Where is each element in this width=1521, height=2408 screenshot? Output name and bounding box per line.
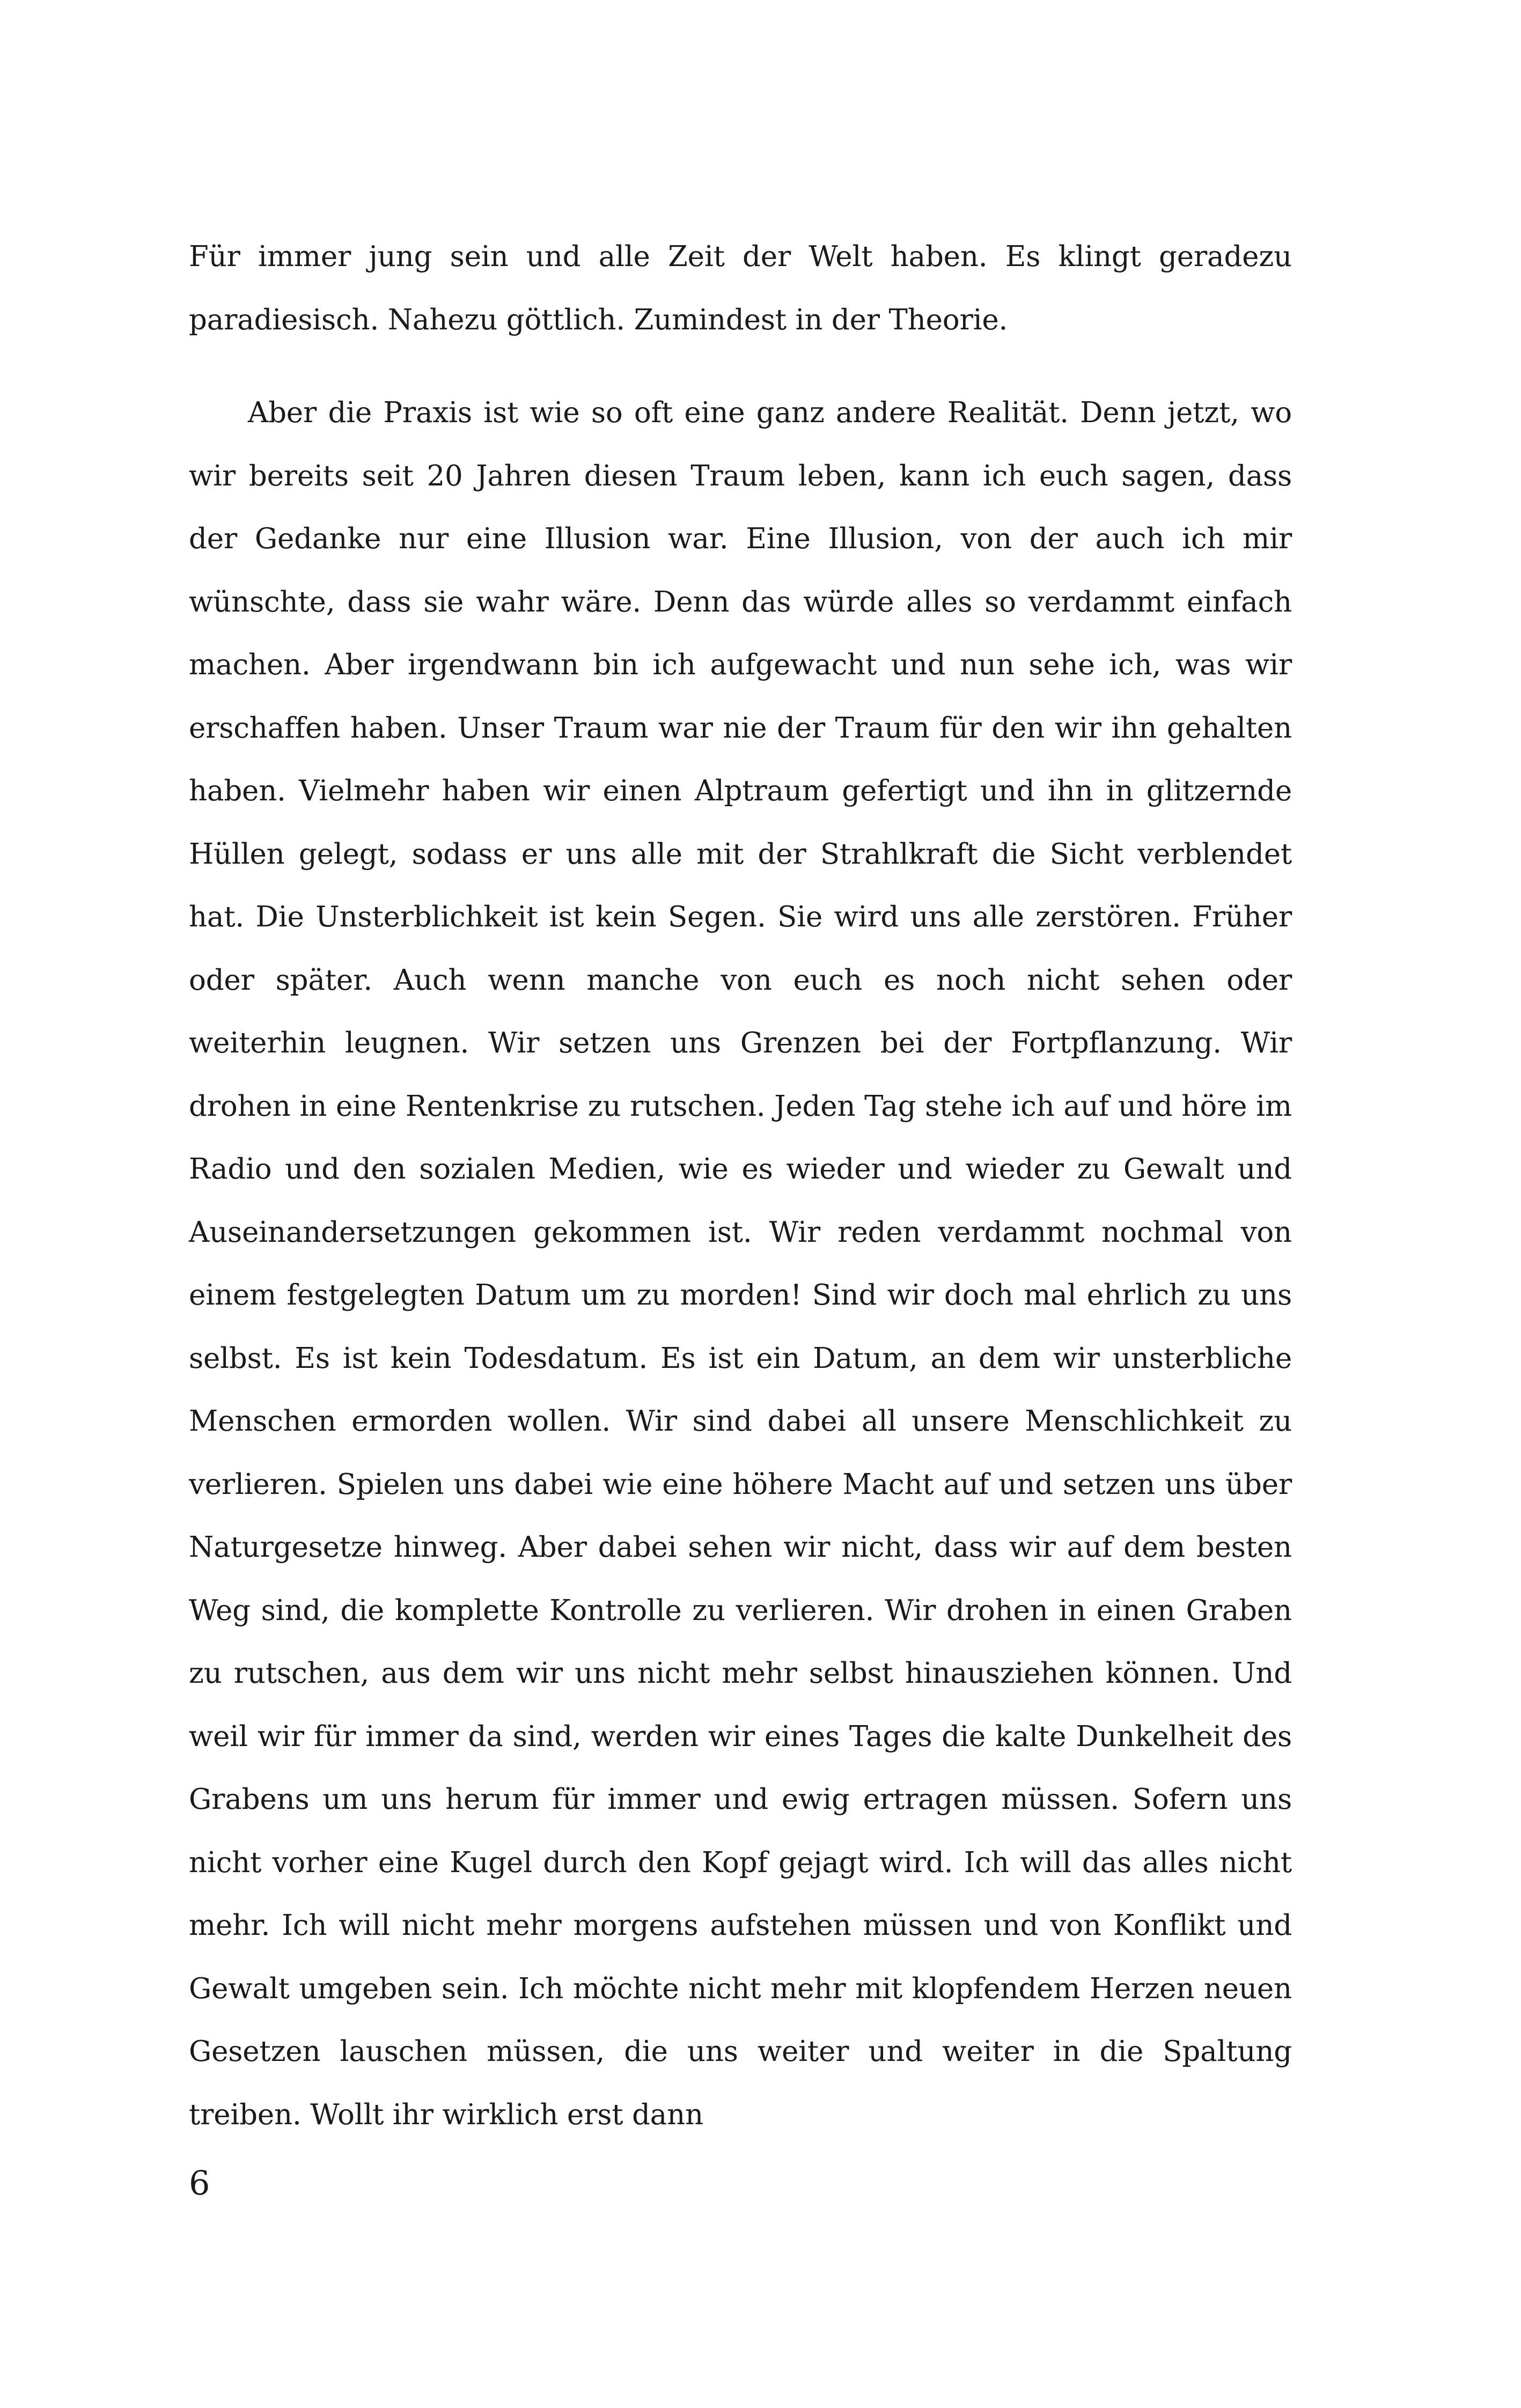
body-text: [189, 225, 1292, 2146]
paragraph-2: Aber die Praxis ist wie so oft eine ganz andere Realität. Denn jetzt, wo wir bereits seit 20 Jahren diesen Traum leben, kann ich euch sagen, dass der Gedanke nur eine Illusion war. Eine Illusion, von der auch ich mir wünschte, dass sie wahr wäre. Denn das würde alles so verdammt einfach machen. Aber irgendwann bin ich aufgewacht und nun sehe ich, was wir erschaffen haben. Unser Traum war nie der Traum für den wir ihn gehalten haben. Vielmehr haben wir einen Alptraum gefertigt und ihn in glitzernde Hüllen gelegt, sodass er uns alle mit der Strahlkraft die Sicht verblendet hat. Die Unsterblichkeit ist kein Segen. Sie wird uns alle zerstören. Früher oder später. Auch wenn manche von euch es noch nicht sehen oder weiterhin leugnen. Wir setzen uns Grenzen bei der Fortpflanzung. Wir drohen in eine Rentenkrise zu rutschen. Jeden Tag stehe ich auf und höre im Radio und den sozialen Medien, wie es wieder und wieder zu Gewalt und Auseinandersetzungen gekommen ist. Wir reden verdammt nochmal von einem festgelegten Datum um zu morden! Sind wir doch mal ehrlich zu uns selbst. Es ist kein Todesdatum. Es ist ein Datum, an dem wir unsterbliche Menschen ermorden wollen. Wir sind dabei all unsere Menschlichkeit zu verlieren. Spielen uns dabei wie eine höhere Macht auf und setzen uns über Naturgesetze hinweg. Aber dabei sehen wir nicht, dass wir auf dem besten Weg sind, die komplette Kontrolle zu verlieren. Wir drohen in einen Graben zu rutschen, aus dem wir uns nicht mehr selbst hinausziehen können. Und weil wir für immer da sind, werden wir eines Tages die kalte Dunkelheit des Grabens um uns herum für immer und ewig ertragen müssen. Sofern uns nicht vorher eine Kugel durch den Kopf gejagt wird. Ich will das alles nicht mehr. Ich will nicht mehr morgens aufstehen müssen und von Konflikt und Gewalt umgeben sein. Ich möchte nicht mehr mit klopfendem Herzen neuen Gesetzen lauschen müssen, die uns weiter und weiter in die Spaltung treiben. Wollt ihr wirklich erst dann: [189, 396, 1292, 2131]
paragraph-1: Für immer jung sein und alle Zeit der Welt haben. Es klingt geradezu paradiesisch. Nahezu göttlich. Zumindest in der Theorie.: [189, 240, 1292, 336]
page-number: 6: [189, 2163, 210, 2203]
